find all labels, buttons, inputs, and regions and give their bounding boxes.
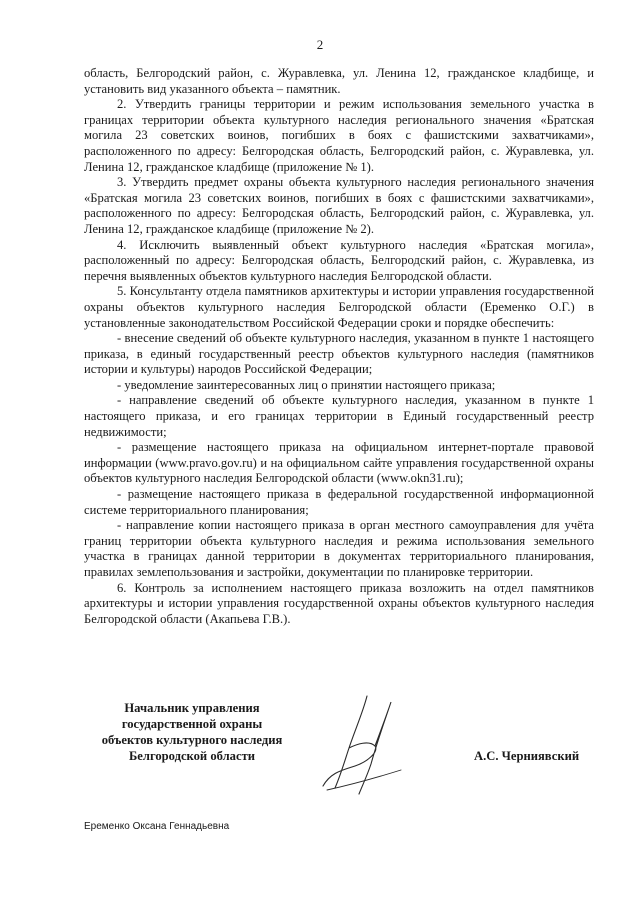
- position-line: государственной охраны: [121, 717, 263, 731]
- paragraph-5-consultant: 5. Консультанту отдела памятников архитектуры и истории управления государственной охраны объектов культурного наследия Белгородской области (Еременко О.Г.) в установленные законодательством Российской Федерации сроки и порядке обеспечить:: [84, 284, 594, 330]
- executor-name: Еременко Оксана Геннадьевна: [84, 821, 230, 832]
- paragraph-1-continuation: область, Белгородский район, с. Журавлевка, ул. Ленина 12, гражданское кладбище, и установить вид указанного объекта – памятник.: [84, 66, 594, 96]
- position-line: Начальник управления: [124, 701, 260, 715]
- signature-position: [84, 700, 300, 764]
- page-number: 2: [316, 37, 324, 52]
- list-item-local-government: - направление копии настоящего приказа в орган местного самоуправления для учёта границ территории объекта культурного наследия и режима использования земельного участка в границах данной территории в документах территориального планирования, правилах землепользования и застройки, документации по планировке территории.: [84, 518, 594, 579]
- list-item-notification: - уведомление заинтересованных лиц о принятии настоящего приказа;: [117, 377, 496, 392]
- list-item-real-estate-register: - направление сведений об объекте культурного наследия, указанном в пункте 1 настоящего приказа, и его границах территории в Единый государственный реестр недвижимости;: [84, 393, 594, 439]
- document-body: [84, 66, 594, 627]
- paragraph-6-control: 6. Контроль за исполнением настоящего приказа возложить на отдел памятников архитектуры и истории управления государственной охраны объектов культурного наследия Белгородской области (Акапьева Г.В.).: [84, 580, 594, 626]
- position-line: объектов культурного наследия: [101, 733, 283, 747]
- paragraph-4-exclusion: 4. Исключить выявленный объект культурного наследия «Братская могила», расположенный по адресу: Белгородская область, Белгородский район, с. Журавлевка, из перечня выявленных объектов культурного наследия Белгородской области.: [84, 237, 594, 283]
- paragraph-2-boundaries: 2. Утвердить границы территории и режим использования земельного участка в границах территории объекта культурного наследия регионального значения «Братская могила 23 советских воинов, погибших в боях с фашистскими захватчиками», расположенного по адресу: Белгородская область, Белгородский район, с. Журавлевка, ул. Ленина 12, гражданское кладбище (приложение № 1).: [84, 97, 594, 174]
- list-item-planning-system: - размещение настоящего приказа в федеральной государственной информационной системе территориального планирования;: [84, 487, 594, 517]
- handwritten-signature-icon: [305, 690, 415, 800]
- list-item-register-entry: - внесение сведений об объекте культурного наследия, указанном в пункте 1 настоящего приказа, в единый государственный реестр объектов культурного наследия (памятников истории и культуры) народов Российской Федерации;: [84, 331, 594, 377]
- paragraph-3-protection-subject: 3. Утвердить предмет охраны объекта культурного наследия регионального значения «Братская могила 23 советских воинов, погибших в боях с фашистскими захватчиками», расположенного по адресу: Белгородская область, Белгородский район, с. Журавлевка, ул. Ленина 12, гражданское кладбище (приложение № 2).: [84, 175, 594, 236]
- list-item-publication: - размещение настоящего приказа на официальном интернет-портале правовой информации (www.pravo.gov.ru) и на официальном сайте управления государственной охраны объектов культурного наследия Белгородской области (www.okn31.ru);: [84, 440, 594, 486]
- position-line: Белгородской области: [128, 749, 256, 763]
- signer-name: А.С. Черниявский: [474, 749, 580, 763]
